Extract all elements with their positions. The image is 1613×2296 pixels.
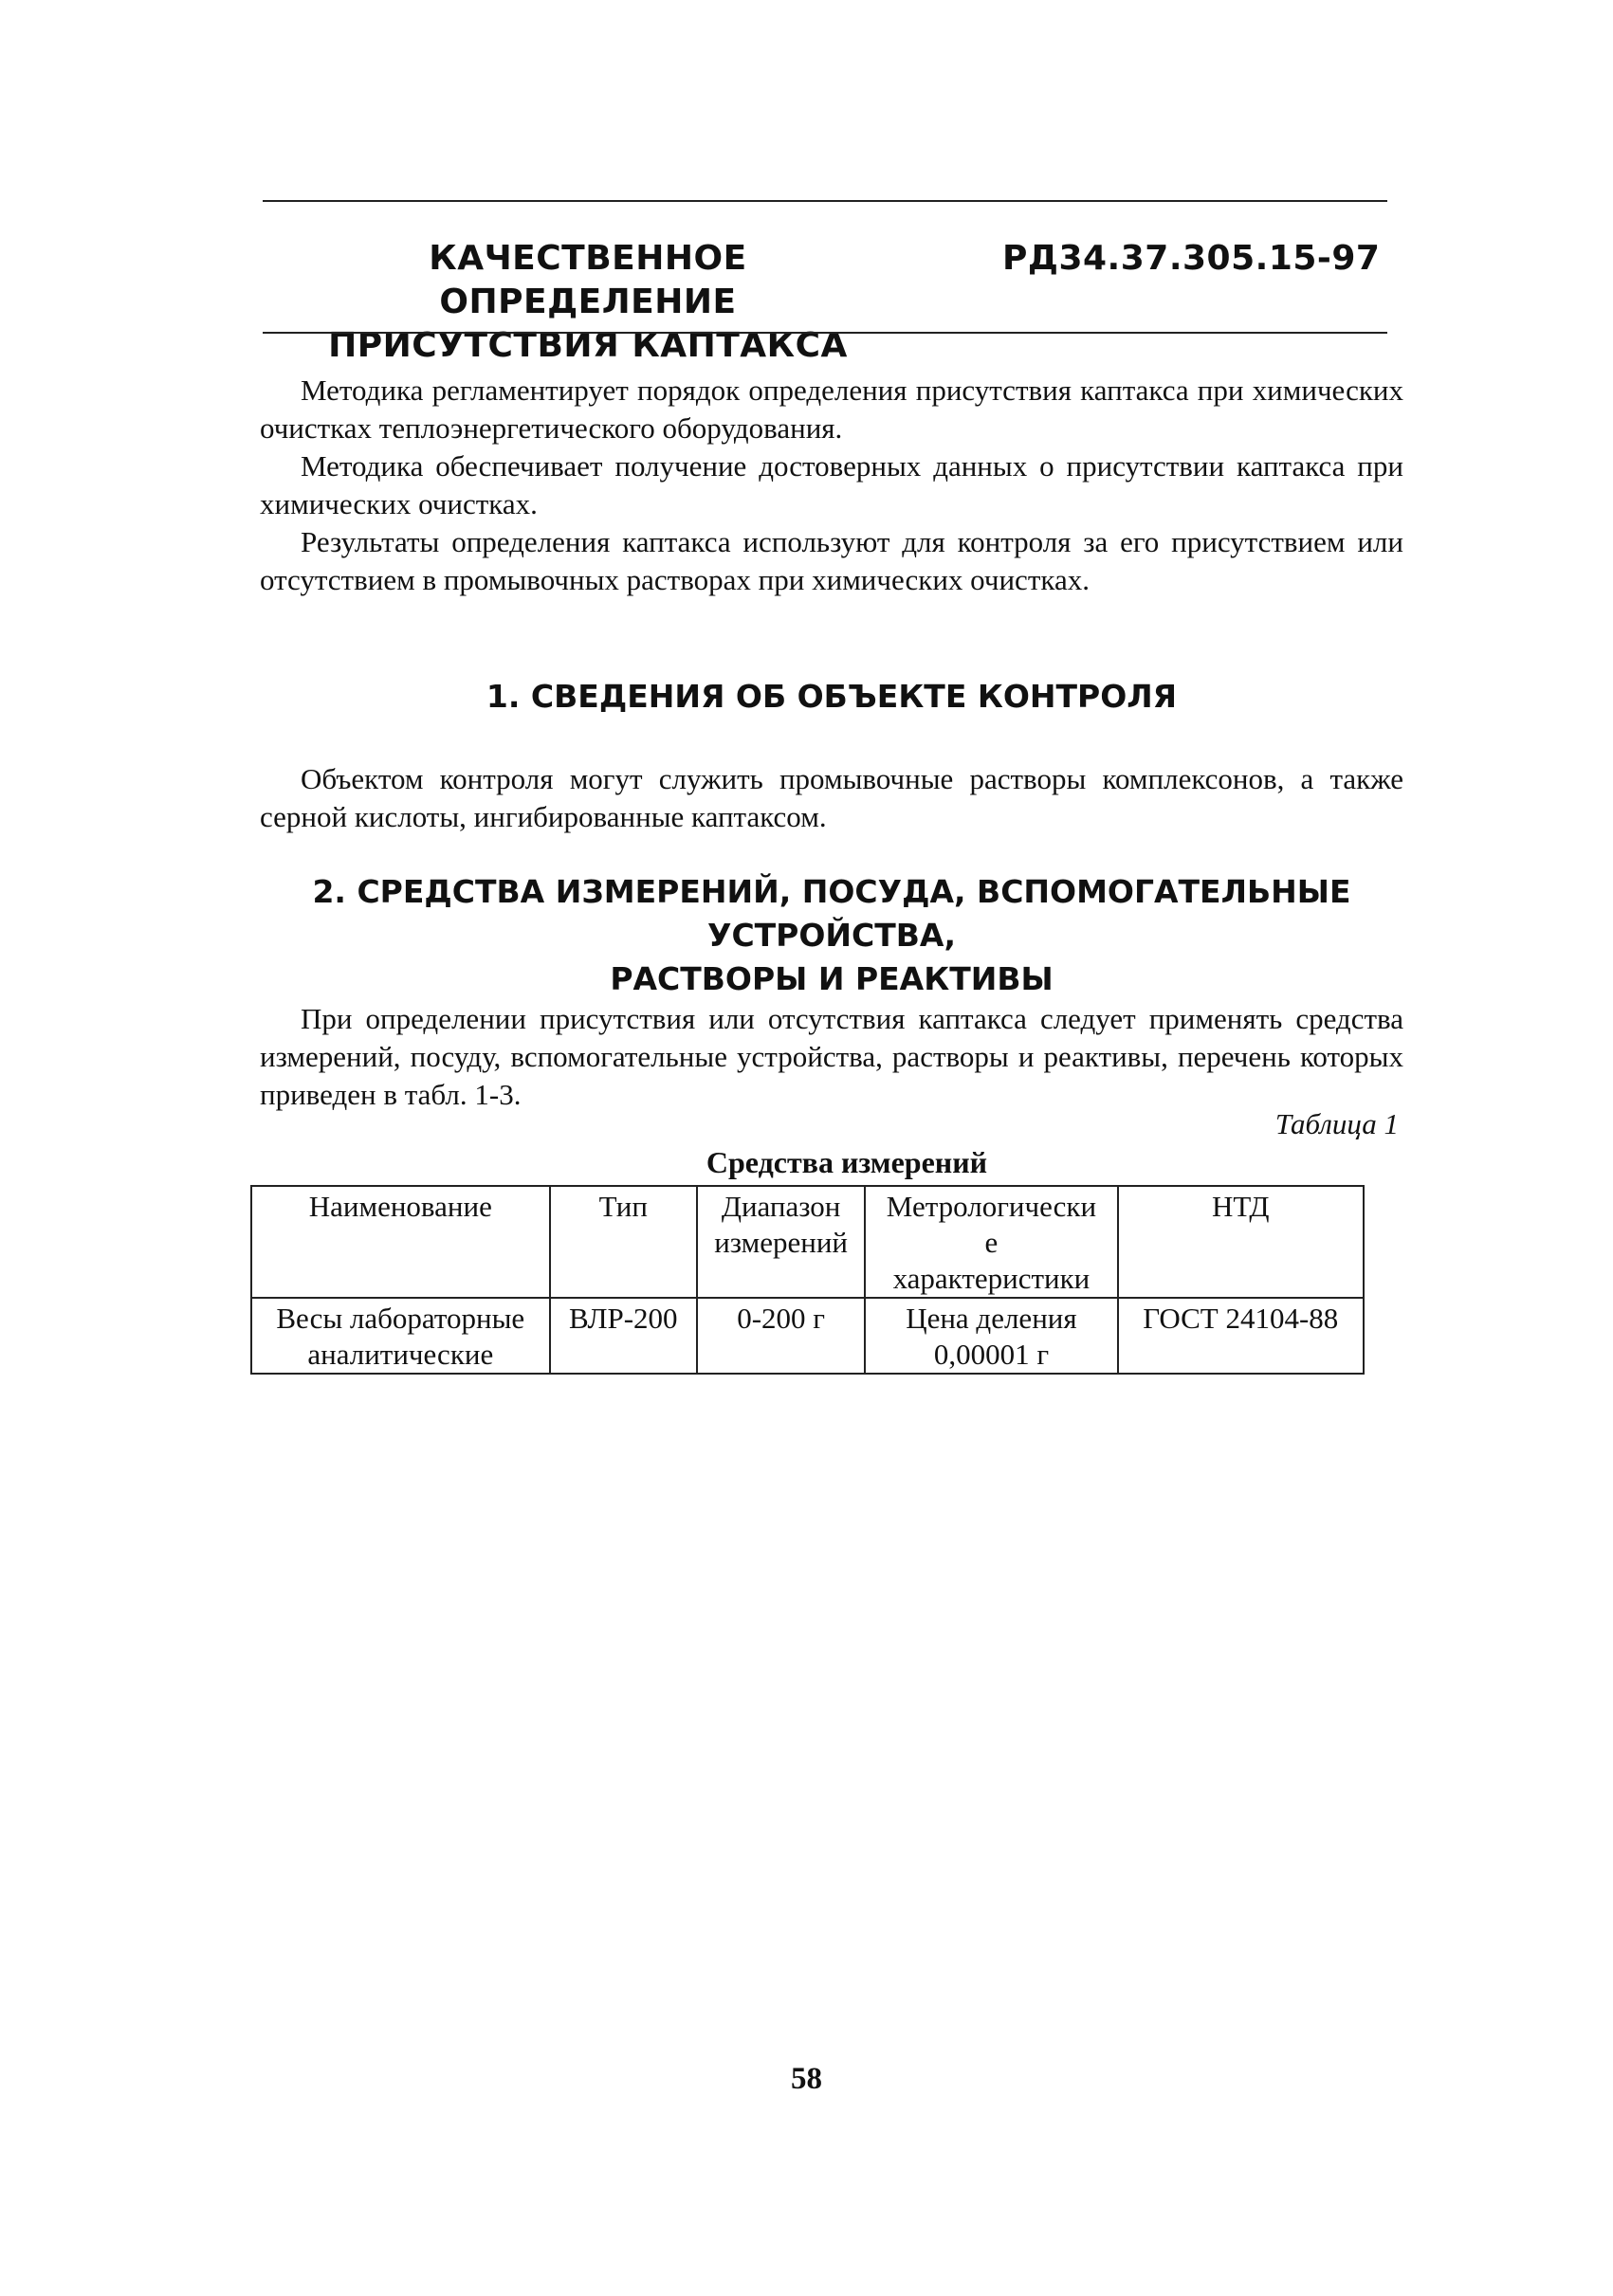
table-1-label: Таблица 1 bbox=[1274, 1107, 1399, 1140]
cell-metrological-line-1: Цена деления bbox=[906, 1302, 1077, 1335]
header-ntd: НТД bbox=[1118, 1186, 1364, 1298]
section-2-text bbox=[260, 1000, 1403, 1114]
page-number: 58 bbox=[791, 2062, 822, 2096]
measurement-instruments-table bbox=[250, 1185, 1365, 1375]
intro-paragraph-1: Методика регламентирует порядок определения присутствия каптакса при химических очистках теплоэнергетического оборудования. bbox=[260, 374, 1403, 445]
cell-metrological bbox=[865, 1298, 1117, 1374]
intro-paragraph-2: Методика обеспечивает получение достоверных данных о присутствии каптакса при химических очистках. bbox=[260, 449, 1403, 520]
cell-name-line-1: Весы лабораторные bbox=[276, 1302, 525, 1335]
header-metrological-line-1: Метрологически bbox=[886, 1190, 1097, 1223]
document-title-line-2: ПРИСУТСТВИЯ КАПТАКСА bbox=[328, 326, 848, 365]
cell-metrological-line-2: 0,00001 г bbox=[933, 1338, 1050, 1371]
cell-ntd: ГОСТ 24104-88 bbox=[1118, 1298, 1364, 1374]
section-2-heading-line-2: РАСТВОРЫ И РЕАКТИВЫ bbox=[610, 960, 1054, 997]
header-metrological-line-3: характеристики bbox=[892, 1262, 1091, 1295]
header-range-line-2: измерений bbox=[714, 1226, 849, 1259]
section-1-heading: 1. СВЕДЕНИЯ ОБ ОБЪЕКТЕ КОНТРОЛЯ bbox=[486, 678, 1178, 715]
header-bottom-rule bbox=[263, 332, 1387, 334]
header-range bbox=[697, 1186, 865, 1298]
header-metrological bbox=[865, 1186, 1117, 1298]
section-2-heading-line-1: 2. СРЕДСТВА ИЗМЕРЕНИЙ, ПОСУДА, ВСПОМОГАТЕЛЬНЫЕ УСТРОЙСТВА, bbox=[312, 873, 1351, 954]
table-1-caption: Средства измерений bbox=[706, 1145, 988, 1179]
section-2-heading bbox=[260, 870, 1403, 1001]
table-row bbox=[251, 1298, 1364, 1374]
header-type: Тип bbox=[550, 1186, 697, 1298]
cell-type: ВЛР-200 bbox=[550, 1298, 697, 1374]
section-2-paragraph: При определении присутствия или отсутствия каптакса следует применять средства измерений, посуду, вспомогательные устройства, растворы и реактивы, перечень которых приведен в табл. 1-3. bbox=[260, 1002, 1403, 1111]
section-1-text bbox=[260, 760, 1403, 836]
document-title bbox=[284, 237, 891, 368]
intro-text bbox=[260, 372, 1403, 599]
header-metrological-line-2: е bbox=[984, 1226, 999, 1259]
intro-paragraph-3: Результаты определения каптакса используют для контроля за его присутствием или отсутствием в промывочных растворах при химических очистках. bbox=[260, 525, 1403, 596]
header-top-rule bbox=[263, 200, 1387, 202]
table-header-row bbox=[251, 1186, 1364, 1298]
header-range-line-1: Диапазон bbox=[721, 1190, 841, 1223]
header-name: Наименование bbox=[251, 1186, 550, 1298]
cell-name-line-2: аналитические bbox=[307, 1338, 494, 1371]
cell-name bbox=[251, 1298, 550, 1374]
document-title-line-1: КАЧЕСТВЕННОЕ ОПРЕДЕЛЕНИЕ bbox=[429, 239, 747, 321]
section-1-paragraph: Объектом контроля могут служить промывочные растворы комплексонов, а также серной кислоты, ингибированные каптаксом. bbox=[260, 762, 1403, 833]
cell-range: 0-200 г bbox=[697, 1298, 865, 1374]
document-code: РД34.37.305.15-97 bbox=[1002, 239, 1381, 278]
